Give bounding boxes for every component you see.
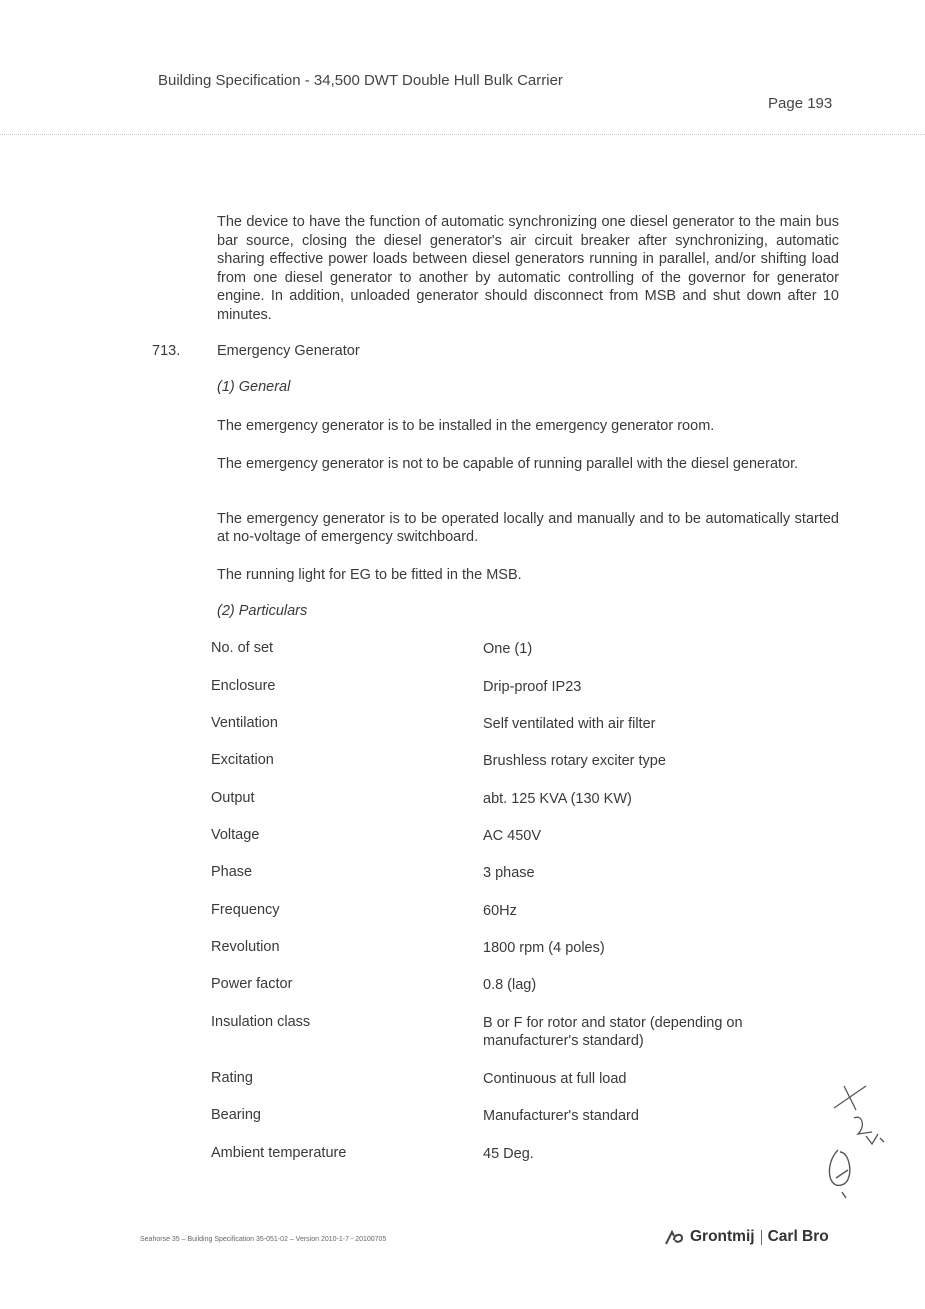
- company-logo: [664, 1226, 829, 1248]
- document-header-title: Building Specification - 34,500 DWT Double Hull Bulk Carrier: [158, 72, 563, 89]
- general-heading: (1) General: [217, 379, 291, 395]
- particulars-row: [0, 752, 925, 772]
- particular-value: Manufacturer's standard: [483, 1108, 639, 1124]
- intro-paragraph: The device to have the function of automatic synchronizing one diesel generator to the main bus bar source, closing the diesel generator's air circuit breaker after synchronizing, automatic sharing effective power loads between diesel generators running in parallel, and/or shifting load from one diesel generator to another by automatic controlling of the governor for generator engine. In addition, unloaded generator should disconnect from MSB and shut down after 10 minutes.: [217, 214, 839, 323]
- page-number: Page 193: [768, 95, 833, 112]
- particular-value: 3 phase: [483, 865, 535, 881]
- particular-value: AC 450V: [483, 828, 542, 844]
- general-paragraph: The emergency generator is to be operated locally and manually and to be automatically started at no-voltage of emergency switchboard.: [217, 511, 839, 545]
- particular-value: Self ventilated with air filter: [483, 716, 656, 732]
- particular-label: Ventilation: [211, 715, 278, 731]
- particulars-row: [0, 640, 925, 660]
- particular-value: 45 Deg.: [483, 1146, 534, 1162]
- particular-label: Rating: [211, 1070, 253, 1086]
- particulars-row: [0, 902, 925, 922]
- particulars-heading: (2) Particulars: [217, 603, 308, 619]
- logo-separator: [761, 1230, 762, 1245]
- handwritten-initials-icon: [820, 1080, 900, 1200]
- particular-value: 60Hz: [483, 903, 517, 919]
- particular-label: Excitation: [211, 752, 274, 768]
- particular-label: Insulation class: [211, 1014, 311, 1030]
- general-paragraph: The running light for EG to be fitted in the MSB.: [217, 567, 522, 583]
- particular-value: B or F for rotor and stator (depending on manufacturer's standard): [483, 1015, 743, 1049]
- particulars-row: [0, 864, 925, 884]
- particulars-row: [0, 1070, 925, 1090]
- particular-value: One (1): [483, 641, 533, 657]
- section-title: Emergency Generator: [217, 343, 360, 359]
- particulars-row: [0, 1107, 925, 1127]
- section-number: 713.: [152, 343, 181, 359]
- particulars-row: [0, 1145, 925, 1165]
- general-paragraph: The emergency generator is not to be capable of running parallel with the diesel generator.: [217, 456, 799, 472]
- particular-label: Ambient temperature: [211, 1145, 347, 1161]
- particulars-row: [0, 939, 925, 959]
- particular-label: Power factor: [211, 976, 293, 992]
- particular-value: 1800 rpm (4 poles): [483, 940, 605, 956]
- particular-label: No. of set: [211, 640, 274, 656]
- footer-document-reference: Seahorse 35 – Building Specification 35-051-02 – Version 2010-1-7 - 20100705: [140, 1236, 387, 1243]
- particular-value: Drip-proof IP23: [483, 679, 582, 695]
- particulars-row: [0, 678, 925, 698]
- particular-value: 0.8 (lag): [483, 977, 537, 993]
- particular-label: Frequency: [211, 902, 280, 918]
- particular-label: Bearing: [211, 1107, 261, 1123]
- general-paragraph: The emergency generator is to be installed in the emergency generator room.: [217, 418, 715, 434]
- particular-label: Output: [211, 790, 255, 806]
- particular-value: Continuous at full load: [483, 1071, 627, 1087]
- particular-label: Revolution: [211, 939, 280, 955]
- particulars-row: [0, 1014, 925, 1054]
- particulars-row: [0, 827, 925, 847]
- particular-value: abt. 125 KVA (130 KW): [483, 791, 632, 807]
- particular-label: Enclosure: [211, 678, 276, 694]
- logo-text-grontmij: Grontmij: [690, 1228, 755, 1245]
- logo-text-carl-bro: Carl Bro: [767, 1228, 829, 1245]
- particulars-row: [0, 790, 925, 810]
- header-divider: [0, 134, 925, 135]
- particular-label: Phase: [211, 864, 253, 880]
- particular-value: Brushless rotary exciter type: [483, 753, 666, 769]
- particulars-row: [0, 715, 925, 735]
- particulars-row: [0, 976, 925, 996]
- grontmij-logo-icon: [664, 1228, 684, 1246]
- particular-label: Voltage: [211, 827, 260, 843]
